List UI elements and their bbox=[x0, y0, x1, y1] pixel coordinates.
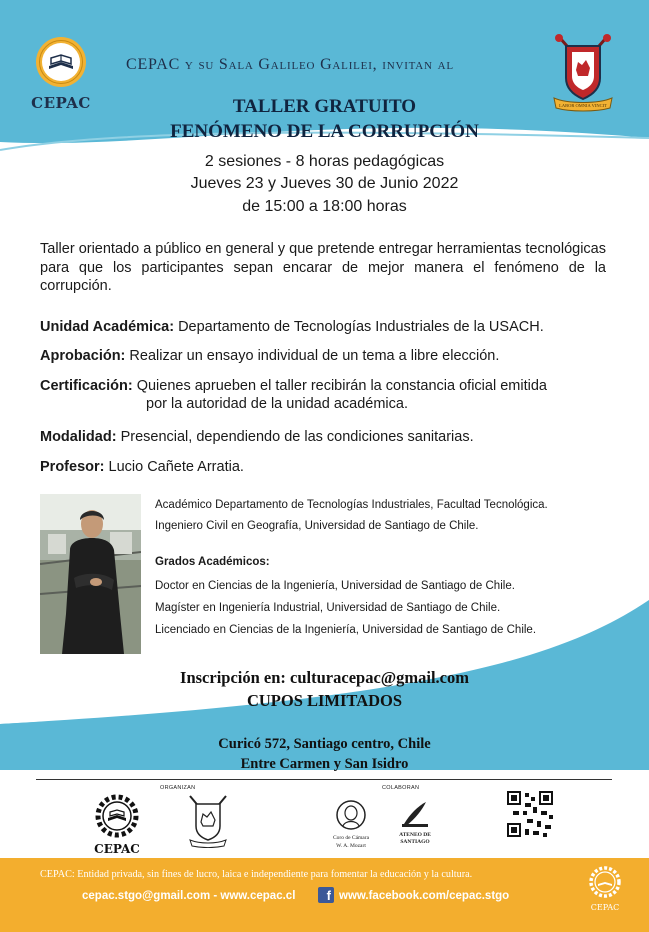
schedule-dates: Jueves 23 y Jueves 30 de Junio 2022 bbox=[190, 175, 459, 192]
modalidad-label: Modalidad: bbox=[40, 429, 117, 445]
quill-icon bbox=[400, 800, 430, 828]
bio-line2: Ingeniero Civil en Geografía, Universidad de Santiago de Chile. bbox=[155, 520, 479, 532]
modalidad-value: Presencial, dependiendo de las condiciones sanitarias. bbox=[120, 429, 474, 445]
gear-icon bbox=[95, 794, 139, 838]
field-profesor bbox=[40, 458, 244, 476]
footer-tagline: CEPAC: Entidad privada, sin fines de lucro, laica e independiente para fomentar la educación y la cultura. bbox=[40, 869, 473, 880]
invite-text: CEPAC y su Sala Galileo Galilei, invitan al bbox=[126, 56, 454, 73]
footer-contact[interactable]: cepac.stgo@gmail.com - www.cepac.cl bbox=[82, 890, 296, 902]
coro-line2: W. A. Mozart bbox=[336, 842, 366, 849]
intro-paragraph: Taller orientado a público en general y que pretende entregar herramientas tecnológicas para que los participantes sepan encarar de mejor manera el fenómeno de la corrupción. bbox=[40, 241, 606, 294]
gear-icon-footer bbox=[589, 866, 621, 898]
mozart-portrait-icon bbox=[336, 800, 366, 830]
coro-line1: Coro de Cámara bbox=[332, 835, 370, 841]
facebook-icon[interactable]: f bbox=[318, 887, 334, 903]
book-icon bbox=[35, 36, 87, 88]
bio-grado3: Licenciado en Ciencias de la Ingeniería, Universidad de Santiago de Chile. bbox=[155, 624, 537, 636]
divider bbox=[36, 779, 612, 780]
ateneo-line1: ATENEO DE bbox=[399, 832, 431, 838]
bio-line1: Académico Departamento de Tecnologías Industriales, Facultad Tecnológica. bbox=[155, 499, 548, 511]
bio-grados-title: Grados Académicos: bbox=[155, 556, 270, 568]
certificacion-value-cont: por la autoridad de la unidad académica. bbox=[146, 396, 408, 412]
footer-cepac-logo bbox=[585, 866, 625, 916]
schedule-sessions: 2 sesiones - 8 horas pedagógicas bbox=[204, 153, 445, 170]
profesor-value: Lucio Cañete Arratia. bbox=[108, 459, 244, 475]
ateneo-line2: SANTIAGO bbox=[400, 838, 430, 845]
field-certificacion bbox=[40, 377, 610, 413]
coro-logo bbox=[318, 800, 384, 848]
qr-code-icon[interactable] bbox=[505, 789, 555, 839]
title-line1: TALLER GRATUITO bbox=[232, 96, 417, 117]
limited-seats: CUPOS LIMITADOS bbox=[246, 691, 403, 710]
field-unidad bbox=[40, 318, 544, 336]
ateneo-logo bbox=[394, 800, 436, 848]
profesor-label: Profesor: bbox=[40, 459, 105, 475]
bio-grado1: Doctor en Ciencias de la Ingeniería, Universidad de Santiago de Chile. bbox=[155, 580, 515, 592]
cepac-logo-text: CEPAC bbox=[31, 94, 91, 112]
footer-facebook-link[interactable]: www.facebook.com/cepac.stgo bbox=[339, 890, 510, 902]
title-line2: FENÓMENO DE LA CORRUPCIÓN bbox=[170, 121, 479, 142]
field-aprobacion bbox=[40, 347, 499, 365]
registration-email: Inscripción en: culturacepac@gmail.com bbox=[180, 668, 469, 687]
certificacion-value: Quienes aprueben el taller recibirán la constancia oficial emitida bbox=[136, 378, 547, 394]
footer-logo-text: CEPAC bbox=[590, 903, 620, 912]
unidad-value: Departamento de Tecnologías Industriales de la USACH. bbox=[178, 319, 544, 335]
aprobacion-label: Aprobación: bbox=[40, 348, 126, 364]
aprobacion-value: Realizar un ensayo individual de un tema a libre elección. bbox=[129, 348, 500, 364]
certificacion-label: Certificación: bbox=[40, 378, 133, 394]
cepac-bottom-text: CEPAC bbox=[94, 842, 140, 856]
schedule-hours: de 15:00 a 18:00 horas bbox=[242, 198, 407, 215]
organizan-label: ORGANIZAN bbox=[160, 785, 196, 791]
cepac-logo-bottom bbox=[88, 794, 146, 856]
faculty-shield-icon bbox=[186, 794, 230, 848]
address-line1: Curicó 572, Santiago centro, Chile bbox=[218, 736, 431, 752]
field-modalidad bbox=[40, 428, 474, 446]
colaboran-label: COLABORAN bbox=[382, 785, 420, 791]
unidad-label: Unidad Académica: bbox=[40, 319, 175, 335]
address-line2: Entre Carmen y San Isidro bbox=[240, 756, 409, 772]
professor-photo bbox=[40, 494, 141, 654]
shield-motto: LABOR OMNIA VINCIT bbox=[559, 103, 607, 108]
bio-grado2: Magíster en Ingeniería Industrial, Universidad de Santiago de Chile. bbox=[155, 602, 501, 614]
